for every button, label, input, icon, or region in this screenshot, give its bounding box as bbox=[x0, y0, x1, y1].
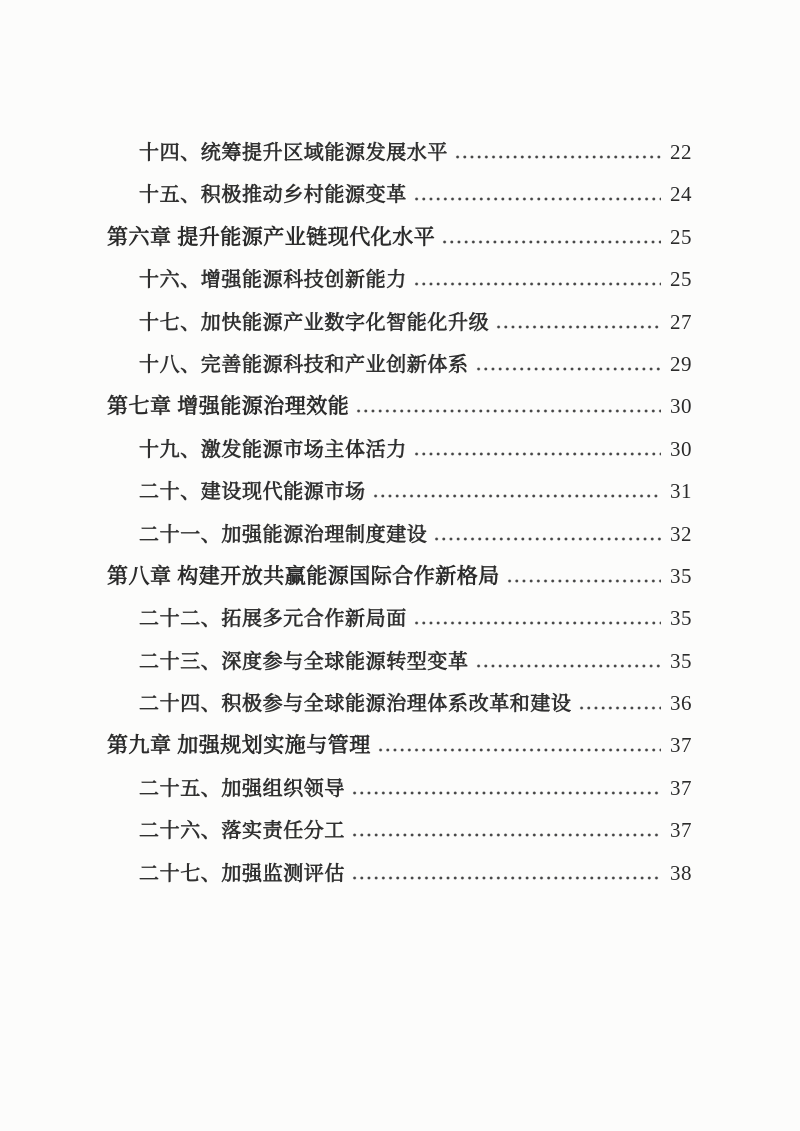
toc-entry-label: 二十六、落实责任分工 bbox=[139, 820, 345, 843]
toc-entry-sub bbox=[107, 767, 692, 809]
toc-entry-label: 二十、建设现代能源市场 bbox=[139, 481, 366, 504]
dot-leader bbox=[578, 706, 661, 710]
dot-leader bbox=[372, 494, 661, 498]
toc-entry-page-number: 37 bbox=[670, 818, 692, 843]
toc-entry-sub bbox=[107, 513, 692, 555]
dot-leader bbox=[475, 367, 661, 371]
dot-leader bbox=[351, 833, 661, 837]
toc-entry-page-number: 31 bbox=[670, 479, 692, 504]
toc-entry-page-number: 29 bbox=[670, 351, 692, 376]
toc-entry-sub bbox=[107, 343, 692, 385]
toc-entry-sub bbox=[107, 131, 692, 173]
toc-entry-page-number: 37 bbox=[670, 775, 692, 800]
dot-leader bbox=[454, 155, 661, 159]
toc-entry-page-number: 24 bbox=[670, 182, 692, 207]
toc-entry-page-number: 25 bbox=[670, 224, 692, 249]
toc-entry-sub bbox=[107, 301, 692, 343]
toc-entry-page-number: 30 bbox=[670, 436, 692, 461]
toc-entry-page-number: 35 bbox=[670, 606, 692, 631]
dot-leader bbox=[355, 409, 661, 413]
toc-entry-label: 十四、统筹提升区域能源发展水平 bbox=[139, 142, 448, 164]
toc-entry-label: 二十二、拓展多元合作新局面 bbox=[139, 608, 407, 631]
toc-entry-chapter bbox=[107, 724, 692, 766]
toc-entry-page-number: 30 bbox=[670, 394, 692, 419]
toc-entry-page-number: 36 bbox=[670, 691, 692, 716]
toc-entry-sub bbox=[107, 173, 692, 215]
toc-entry-page-number: 38 bbox=[670, 860, 692, 885]
dot-leader bbox=[413, 452, 661, 456]
toc-entry-label: 二十五、加强组织领导 bbox=[139, 777, 345, 800]
toc-list bbox=[107, 131, 692, 894]
toc-entry-label: 十九、激发能源市场主体活力 bbox=[139, 438, 407, 461]
toc-entry-label: 十八、完善能源科技和产业创新体系 bbox=[139, 353, 469, 376]
dot-leader bbox=[413, 282, 661, 286]
dot-leader bbox=[351, 876, 661, 880]
dot-leader bbox=[413, 621, 661, 625]
toc-entry-label: 第八章 构建开放共赢能源国际合作新格局 bbox=[107, 563, 500, 588]
dot-leader bbox=[475, 664, 661, 668]
toc-entry-label: 十五、积极推动乡村能源变革 bbox=[139, 184, 407, 207]
dot-leader bbox=[413, 197, 661, 201]
toc-entry-label: 二十一、加强能源治理制度建设 bbox=[139, 523, 428, 546]
toc-entry-sub bbox=[107, 597, 692, 639]
toc-entry-label: 二十三、深度参与全球能源转型变革 bbox=[139, 650, 469, 673]
toc-entry-sub bbox=[107, 470, 692, 512]
dot-leader bbox=[495, 325, 661, 329]
dot-leader bbox=[441, 240, 661, 244]
toc-entry-sub bbox=[107, 852, 692, 894]
toc-entry-page-number: 37 bbox=[670, 733, 692, 758]
toc-entry-label: 十六、增强能源科技创新能力 bbox=[139, 269, 407, 292]
toc-entry-sub bbox=[107, 428, 692, 470]
toc-entry-page-number: 22 bbox=[670, 140, 692, 164]
dot-leader bbox=[506, 579, 661, 583]
toc-entry-label: 二十四、积极参与全球能源治理体系改革和建设 bbox=[139, 693, 572, 716]
toc-entry-page-number: 35 bbox=[670, 563, 692, 588]
toc-entry-label: 二十七、加强监测评估 bbox=[139, 862, 345, 885]
dot-leader bbox=[377, 748, 661, 752]
toc-entry-sub bbox=[107, 809, 692, 851]
toc-entry-chapter bbox=[107, 385, 692, 427]
toc-entry-label: 第九章 加强规划实施与管理 bbox=[107, 733, 371, 758]
dot-leader bbox=[351, 791, 661, 795]
toc-entry-label: 第七章 增强能源治理效能 bbox=[107, 394, 350, 419]
toc-entry-label: 十七、加快能源产业数字化智能化升级 bbox=[139, 311, 490, 334]
toc-entry-page-number: 27 bbox=[670, 309, 692, 334]
toc-entry-chapter bbox=[107, 555, 692, 597]
dot-leader bbox=[433, 537, 661, 541]
toc-entry-sub bbox=[107, 258, 692, 300]
toc-entry-page-number: 25 bbox=[670, 267, 692, 292]
toc-entry-page-number: 35 bbox=[670, 648, 692, 673]
toc-entry-page-number: 32 bbox=[670, 521, 692, 546]
toc-entry-sub bbox=[107, 682, 692, 724]
toc-entry-sub bbox=[107, 640, 692, 682]
toc-entry-chapter bbox=[107, 216, 692, 258]
toc-entry-label: 第六章 提升能源产业链现代化水平 bbox=[107, 224, 436, 249]
